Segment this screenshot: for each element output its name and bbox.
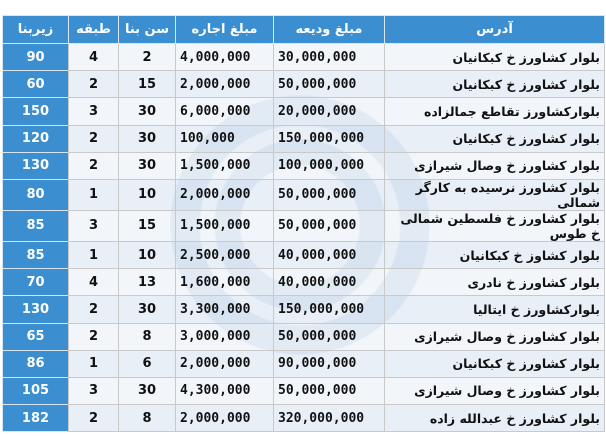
cell-rent: 4,300,000 <box>176 377 274 404</box>
cell-floor: 4 <box>69 269 119 296</box>
table-row <box>3 377 605 404</box>
table-row <box>3 269 605 296</box>
cell-area: 130 <box>3 152 69 179</box>
header-address: آدرس <box>385 16 605 44</box>
cell-age: 10 <box>119 241 176 268</box>
header-area: زیربنا <box>3 16 69 44</box>
cell-area: 150 <box>3 98 69 125</box>
cell-age: 10 <box>119 179 176 210</box>
cell-age: 8 <box>119 405 176 432</box>
cell-area: 105 <box>3 377 69 404</box>
cell-rent: 6,000,000 <box>176 98 274 125</box>
cell-address: بلوار کشاورز خ کبکانیان <box>385 44 605 71</box>
cell-floor: 1 <box>69 350 119 377</box>
cell-address: بلوار کشاورز خ وصال شیرازی <box>385 377 605 404</box>
cell-age: 30 <box>119 98 176 125</box>
cell-rent: 100,000 <box>176 125 274 152</box>
table-row <box>3 241 605 268</box>
cell-address: بلوارکشاورز تقاطع جمالزاده <box>385 98 605 125</box>
cell-deposit: 40,000,000 <box>274 241 385 268</box>
cell-floor: 2 <box>69 323 119 350</box>
cell-age: 30 <box>119 152 176 179</box>
cell-deposit: 90,000,000 <box>274 350 385 377</box>
cell-address: بلوار کشاورز خ وصال شیرازی <box>385 323 605 350</box>
table-row <box>3 296 605 323</box>
cell-rent: 2,000,000 <box>176 179 274 210</box>
cell-area: 60 <box>3 71 69 98</box>
cell-deposit: 40,000,000 <box>274 269 385 296</box>
cell-deposit: 30,000,000 <box>274 44 385 71</box>
table-row <box>3 125 605 152</box>
cell-floor: 1 <box>69 179 119 210</box>
cell-area: 120 <box>3 125 69 152</box>
cell-area: 182 <box>3 405 69 432</box>
cell-floor: 3 <box>69 98 119 125</box>
cell-floor: 2 <box>69 125 119 152</box>
table-row <box>3 152 605 179</box>
cell-deposit: 100,000,000 <box>274 152 385 179</box>
header-deposit: مبلغ ودیعه <box>274 16 385 44</box>
cell-area: 130 <box>3 296 69 323</box>
cell-floor: 2 <box>69 71 119 98</box>
table-row <box>3 71 605 98</box>
cell-rent: 4,000,000 <box>176 44 274 71</box>
cell-deposit: 320,000,000 <box>274 405 385 432</box>
cell-rent: 2,000,000 <box>176 71 274 98</box>
cell-address: بلوار کشاورز نرسیده به کارگر شمالی <box>385 179 605 210</box>
table-row <box>3 323 605 350</box>
cell-area: 80 <box>3 179 69 210</box>
cell-area: 85 <box>3 210 69 241</box>
table-row <box>3 44 605 71</box>
cell-address: بلوار کشاورز خ کبکانیان <box>385 125 605 152</box>
cell-rent: 3,000,000 <box>176 323 274 350</box>
cell-rent: 2,500,000 <box>176 241 274 268</box>
cell-deposit: 150,000,000 <box>274 296 385 323</box>
cell-age: 30 <box>119 125 176 152</box>
table-row <box>3 350 605 377</box>
cell-rent: 3,300,000 <box>176 296 274 323</box>
cell-rent: 2,000,000 <box>176 405 274 432</box>
cell-area: 70 <box>3 269 69 296</box>
cell-deposit: 20,000,000 <box>274 98 385 125</box>
cell-deposit: 50,000,000 <box>274 377 385 404</box>
cell-address: بلوارکشاورز خ ایتالیا <box>385 296 605 323</box>
cell-age: 15 <box>119 71 176 98</box>
cell-floor: 2 <box>69 152 119 179</box>
cell-area: 85 <box>3 241 69 268</box>
cell-age: 8 <box>119 323 176 350</box>
header-rent: مبلغ اجاره <box>176 16 274 44</box>
cell-floor: 4 <box>69 44 119 71</box>
table-row <box>3 210 605 241</box>
cell-area: 65 <box>3 323 69 350</box>
cell-age: 15 <box>119 210 176 241</box>
table-row <box>3 405 605 432</box>
cell-deposit: 50,000,000 <box>274 323 385 350</box>
cell-address: بلوار کشاورز خ فلسطین شمالی خ طوس <box>385 210 605 241</box>
cell-floor: 2 <box>69 405 119 432</box>
cell-address: بلوار کشاورز خ وصال شیرازی <box>385 152 605 179</box>
cell-deposit: 50,000,000 <box>274 179 385 210</box>
rental-listings-table <box>2 15 605 432</box>
cell-area: 86 <box>3 350 69 377</box>
cell-deposit: 50,000,000 <box>274 71 385 98</box>
cell-rent: 2,000,000 <box>176 350 274 377</box>
cell-age: 13 <box>119 269 176 296</box>
cell-age: 2 <box>119 44 176 71</box>
cell-floor: 3 <box>69 377 119 404</box>
cell-age: 30 <box>119 296 176 323</box>
cell-address: بلوار کشاورز خ نادری <box>385 269 605 296</box>
cell-address: بلوار کشاورز خ کبکانیان <box>385 71 605 98</box>
table-row <box>3 98 605 125</box>
cell-address: بلوار کشاورز خ کبکانیان <box>385 350 605 377</box>
cell-rent: 1,500,000 <box>176 152 274 179</box>
cell-area: 90 <box>3 44 69 71</box>
cell-rent: 1,600,000 <box>176 269 274 296</box>
cell-address: بلوار کشاورز خ عبدالله زاده <box>385 405 605 432</box>
cell-age: 30 <box>119 377 176 404</box>
cell-floor: 2 <box>69 296 119 323</box>
cell-deposit: 50,000,000 <box>274 210 385 241</box>
cell-floor: 1 <box>69 241 119 268</box>
cell-floor: 3 <box>69 210 119 241</box>
table-row <box>3 179 605 210</box>
header-floor: طبقه <box>69 16 119 44</box>
header-row <box>3 16 605 44</box>
cell-deposit: 150,000,000 <box>274 125 385 152</box>
cell-address: بلوار کشاوز خ کبکانیان <box>385 241 605 268</box>
cell-rent: 1,500,000 <box>176 210 274 241</box>
cell-age: 6 <box>119 350 176 377</box>
header-age: سن بنا <box>119 16 176 44</box>
